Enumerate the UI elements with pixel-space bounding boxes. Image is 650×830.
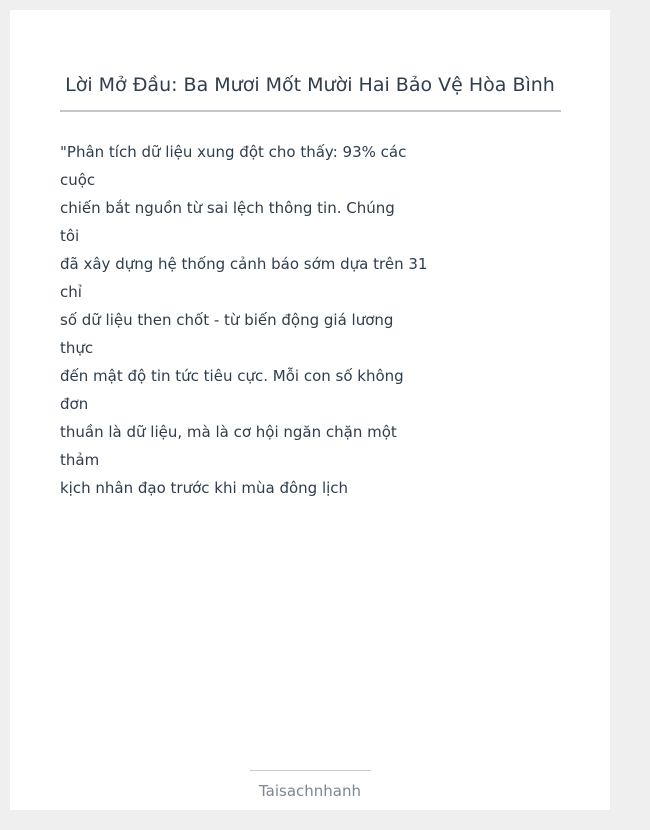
body-line: thảm bbox=[60, 451, 100, 469]
chapter-title: Lời Mở Đầu: Ba Mươi Mốt Mười Hai Bảo Vệ Hòa Bình bbox=[65, 74, 555, 96]
footer-divider bbox=[250, 770, 371, 771]
body-line: kịch nhân đạo trước khi mùa đông lịch bbox=[60, 479, 349, 497]
body-line: "Phân tích dữ liệu xung đột cho thấy: 93% các bbox=[60, 143, 407, 161]
body-line: cuộc bbox=[60, 171, 96, 189]
body-line: thuần là dữ liệu, mà là cơ hội ngăn chặn một bbox=[60, 423, 397, 441]
footer-source: Taisachnhanh bbox=[258, 782, 362, 800]
document-page bbox=[10, 10, 610, 810]
body-text bbox=[60, 138, 428, 502]
body-line: chỉ bbox=[60, 283, 82, 301]
body-line: thực bbox=[60, 339, 94, 357]
body-line: đến mật độ tin tức tiêu cực. Mỗi con số không bbox=[60, 367, 404, 385]
body-line: chiến bắt nguồn từ sai lệch thông tin. Chúng bbox=[60, 199, 395, 217]
body-line: tôi bbox=[60, 227, 80, 245]
body-line: đơn bbox=[60, 395, 89, 413]
body-line: số dữ liệu then chốt - từ biến động giá lương bbox=[60, 311, 394, 329]
title-divider bbox=[60, 110, 561, 112]
body-line: đã xây dựng hệ thống cảnh báo sớm dựa trên 31 bbox=[60, 255, 428, 273]
